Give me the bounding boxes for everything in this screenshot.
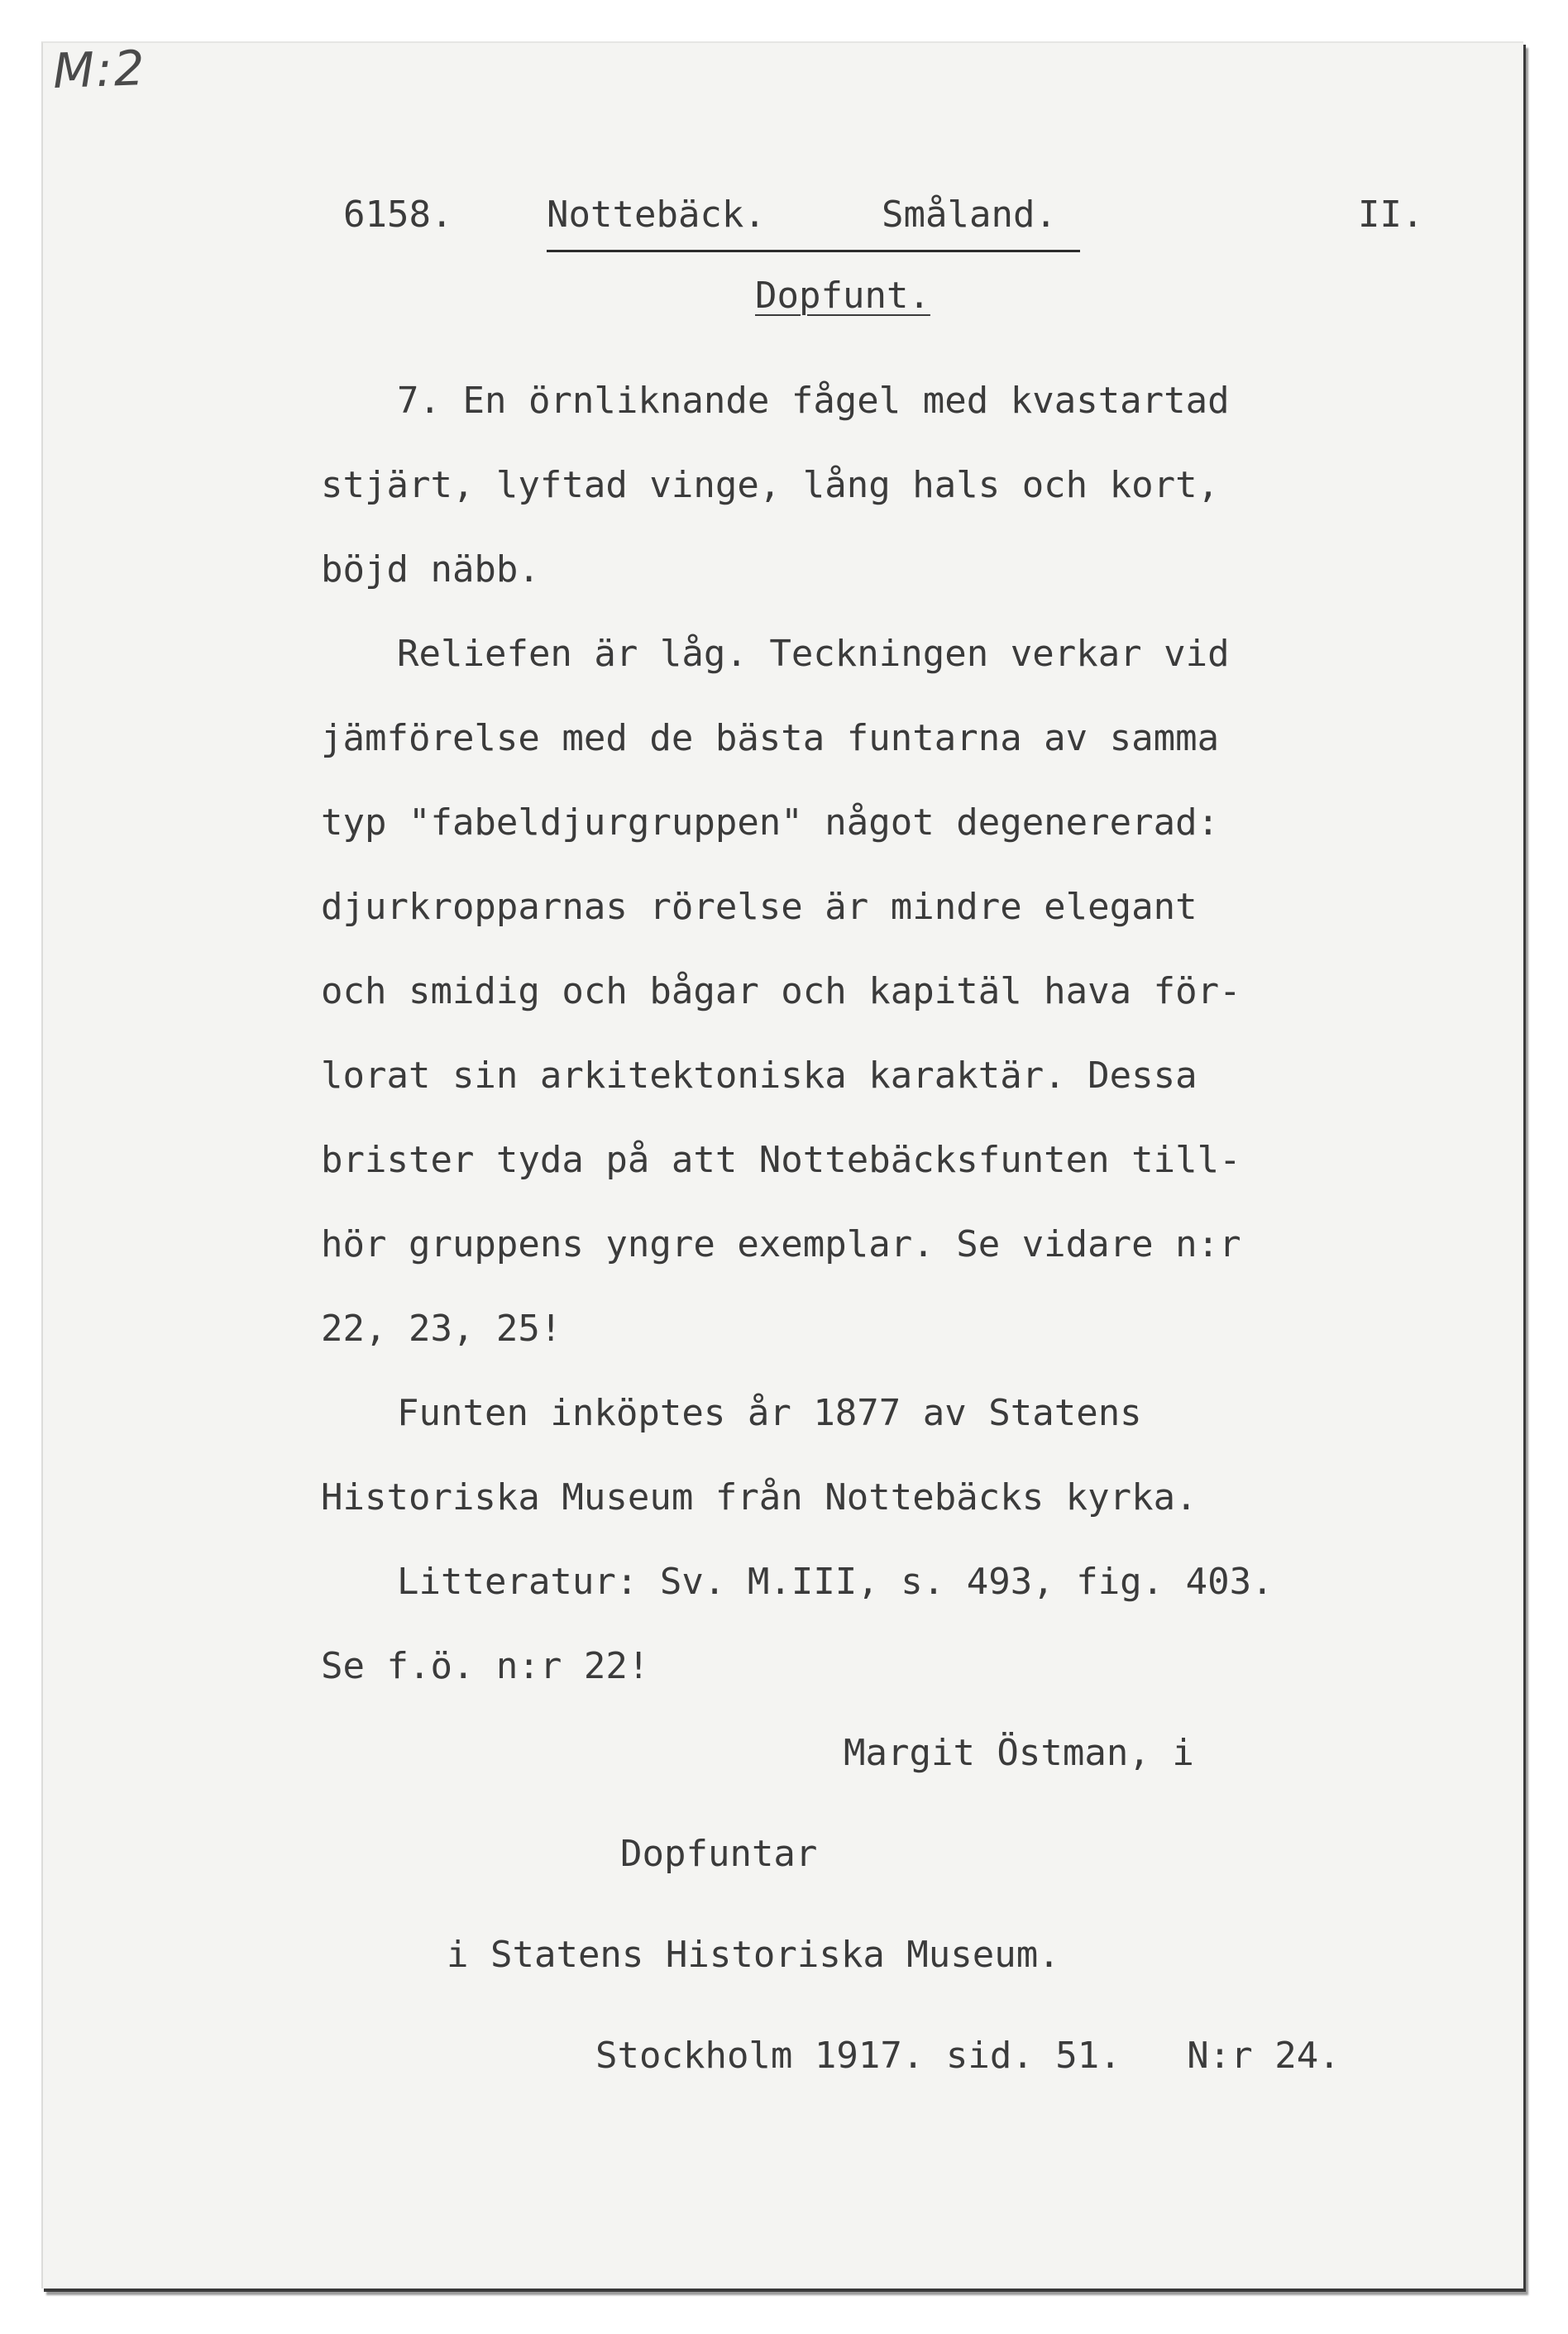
subject-title: Dopfunt. (755, 275, 930, 317)
archive-mark: M:2 (51, 40, 147, 99)
text-line: jämförelse med de bästa funtarna av samma (321, 717, 1220, 759)
text-line: hör gruppens yngre exemplar. Se vidare n:r (321, 1223, 1241, 1265)
text-line: lorat sin arkitektoniska karaktär. Dessa (321, 1055, 1198, 1097)
province-name: Småland. (882, 194, 1057, 236)
text-line: böjd näbb. (321, 548, 540, 591)
text-line: typ "fabeldjurgruppen" något degenererad: (321, 801, 1220, 844)
text-line: djurkropparnas rörelse är mindre elegant (321, 886, 1198, 928)
text-line: Se f.ö. n:r 22! (321, 1645, 650, 1687)
text-line: och smidig och bågar och kapitäl hava för- (321, 970, 1241, 1012)
citation-title: Dopfuntar (620, 1833, 818, 1875)
citation-author: Margit Östman, i (844, 1732, 1194, 1774)
text-line: 22, 23, 25! (321, 1308, 562, 1350)
text-line: Funten inköptes år 1877 av Statens (397, 1392, 1142, 1434)
text-line: Litteratur: Sv. M.III, s. 493, fig. 403. (397, 1561, 1274, 1603)
text-line: Historiska Museum från Nottebäcks kyrka. (321, 1476, 1198, 1519)
text-line: brister tyda på att Nottebäcksfunten till- (321, 1139, 1241, 1181)
catalog-number: 6158. (343, 194, 453, 236)
text-line: Reliefen är låg. Teckningen verkar vid (397, 633, 1230, 675)
citation-collection: i Statens Historiska Museum. (447, 1934, 1060, 1976)
header-underline (547, 250, 1080, 252)
text-line: stjärt, lyftad vinge, lång hals och kort, (321, 464, 1220, 506)
citation-imprint: Stockholm 1917. sid. 51. N:r 24. (595, 2035, 1341, 2077)
place-name: Nottebäck. (547, 194, 766, 236)
volume-roman: II. (1358, 194, 1424, 236)
text-line: 7. En örnliknande fågel med kvastartad (397, 380, 1230, 422)
